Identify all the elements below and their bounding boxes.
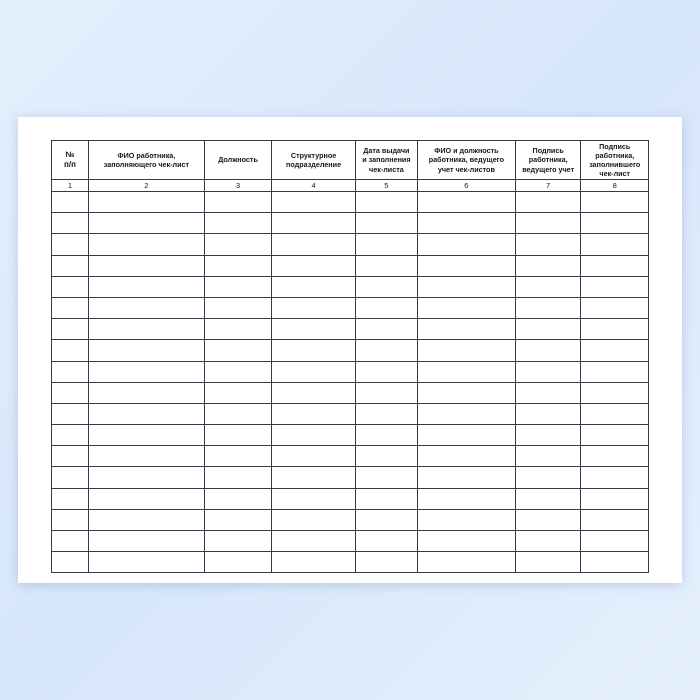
table-row[interactable] xyxy=(52,446,649,467)
table-cell[interactable] xyxy=(417,467,515,488)
journal-table xyxy=(51,140,649,573)
table-cell[interactable] xyxy=(581,361,649,382)
table-cell[interactable] xyxy=(89,531,205,552)
table-cell[interactable] xyxy=(89,488,205,509)
table-cell[interactable] xyxy=(355,340,417,361)
table-cell[interactable] xyxy=(581,488,649,509)
table-cell[interactable] xyxy=(204,509,271,530)
table-cell[interactable] xyxy=(581,297,649,318)
table-cell[interactable] xyxy=(52,467,89,488)
table-cell[interactable] xyxy=(272,276,356,297)
table-row[interactable] xyxy=(52,255,649,276)
table-cell[interactable] xyxy=(89,234,205,255)
table-row[interactable] xyxy=(52,531,649,552)
table-cell[interactable] xyxy=(355,446,417,467)
table-cell[interactable] xyxy=(204,297,271,318)
table-cell[interactable] xyxy=(272,213,356,234)
table-cell[interactable] xyxy=(89,255,205,276)
table-row[interactable] xyxy=(52,403,649,424)
table-cell[interactable] xyxy=(89,425,205,446)
table-cell[interactable] xyxy=(52,192,89,213)
table-cell[interactable] xyxy=(417,319,515,340)
table-cell[interactable] xyxy=(204,531,271,552)
table-row[interactable] xyxy=(52,425,649,446)
table-cell[interactable] xyxy=(355,192,417,213)
table-cell[interactable] xyxy=(204,467,271,488)
table-cell[interactable] xyxy=(515,488,581,509)
table-cell[interactable] xyxy=(515,361,581,382)
table-body xyxy=(52,180,649,192)
table-cell[interactable] xyxy=(52,319,89,340)
table-cell[interactable] xyxy=(515,276,581,297)
table-cell[interactable] xyxy=(417,509,515,530)
table-cell[interactable] xyxy=(515,425,581,446)
table-cell[interactable] xyxy=(581,403,649,424)
table-cell[interactable] xyxy=(204,192,271,213)
table-cell[interactable] xyxy=(89,319,205,340)
table-cell[interactable] xyxy=(417,192,515,213)
table-cell[interactable] xyxy=(52,509,89,530)
table-cell[interactable] xyxy=(515,234,581,255)
table-cell[interactable] xyxy=(204,255,271,276)
table-cell[interactable] xyxy=(581,467,649,488)
table-cell[interactable] xyxy=(417,255,515,276)
column-number-cell: 3 xyxy=(204,180,271,192)
column-number-cell: 2 xyxy=(89,180,205,192)
table-row[interactable] xyxy=(52,192,649,213)
header-line: чек-лист xyxy=(599,169,631,179)
table-data-rows xyxy=(52,192,649,573)
table-cell[interactable] xyxy=(581,552,649,573)
table-cell[interactable] xyxy=(52,382,89,403)
column-number-row xyxy=(52,180,649,192)
column-number-cell: 6 xyxy=(417,180,515,192)
table-cell[interactable] xyxy=(204,319,271,340)
header-line: чек-листа xyxy=(369,164,404,174)
table-row[interactable] xyxy=(52,340,649,361)
header-line: п/п xyxy=(64,160,76,169)
table-cell[interactable] xyxy=(204,488,271,509)
table-cell[interactable] xyxy=(355,319,417,340)
table-cell[interactable] xyxy=(417,488,515,509)
table-cell[interactable] xyxy=(89,297,205,318)
table-row[interactable] xyxy=(52,213,649,234)
table-cell[interactable] xyxy=(89,552,205,573)
header-cell-position xyxy=(204,141,271,180)
table-cell[interactable] xyxy=(417,234,515,255)
table-row[interactable] xyxy=(52,361,649,382)
table-cell[interactable] xyxy=(417,297,515,318)
table-cell[interactable] xyxy=(204,446,271,467)
table-cell[interactable] xyxy=(89,276,205,297)
table-cell[interactable] xyxy=(272,425,356,446)
table-cell[interactable] xyxy=(272,467,356,488)
table-area xyxy=(51,140,649,557)
table-cell[interactable] xyxy=(355,361,417,382)
table-cell[interactable] xyxy=(204,340,271,361)
table-cell[interactable] xyxy=(52,446,89,467)
table-cell[interactable] xyxy=(272,255,356,276)
table-cell[interactable] xyxy=(355,403,417,424)
table-row[interactable] xyxy=(52,297,649,318)
header-line: заполнившего xyxy=(589,160,641,169)
header-row xyxy=(52,141,649,180)
table-cell[interactable] xyxy=(581,446,649,467)
table-cell[interactable] xyxy=(355,488,417,509)
header-cell-date xyxy=(355,141,417,180)
table-cell[interactable] xyxy=(355,255,417,276)
table-cell[interactable] xyxy=(204,276,271,297)
header-line: Подпись xyxy=(532,146,564,156)
table-cell[interactable] xyxy=(272,382,356,403)
table-cell[interactable] xyxy=(515,403,581,424)
header-cell-employee-name xyxy=(89,141,205,180)
table-cell[interactable] xyxy=(89,340,205,361)
table-cell[interactable] xyxy=(89,467,205,488)
header-line: работника, xyxy=(528,155,568,165)
table-cell[interactable] xyxy=(52,361,89,382)
table-cell[interactable] xyxy=(417,425,515,446)
header-line: ФИО работника, xyxy=(117,150,176,160)
table-cell[interactable] xyxy=(52,531,89,552)
table-cell[interactable] xyxy=(272,319,356,340)
table-cell[interactable] xyxy=(355,234,417,255)
column-number-cell: 4 xyxy=(272,180,356,192)
header-line: подразделение xyxy=(286,160,342,169)
table-cell[interactable] xyxy=(581,425,649,446)
table-cell[interactable] xyxy=(581,213,649,234)
table-cell[interactable] xyxy=(515,340,581,361)
table-cell[interactable] xyxy=(417,446,515,467)
table-cell[interactable] xyxy=(515,213,581,234)
table-cell[interactable] xyxy=(52,488,89,509)
table-cell[interactable] xyxy=(417,276,515,297)
header-cell-department xyxy=(272,141,356,180)
table-cell[interactable] xyxy=(52,255,89,276)
table-cell[interactable] xyxy=(355,213,417,234)
header-line: ведущего учет xyxy=(522,164,575,174)
table-cell[interactable] xyxy=(89,382,205,403)
table-cell[interactable] xyxy=(52,552,89,573)
table-cell[interactable] xyxy=(581,255,649,276)
table-cell[interactable] xyxy=(417,552,515,573)
table-cell[interactable] xyxy=(515,382,581,403)
table-cell[interactable] xyxy=(204,403,271,424)
table-row[interactable] xyxy=(52,234,649,255)
header-cell-employee-signature xyxy=(581,141,649,180)
header-line: Структурное xyxy=(290,150,337,160)
table-cell[interactable] xyxy=(515,467,581,488)
table-cell[interactable] xyxy=(204,361,271,382)
table-cell[interactable] xyxy=(515,319,581,340)
header-line: и заполнения xyxy=(362,155,411,165)
table-cell[interactable] xyxy=(355,276,417,297)
table-cell[interactable] xyxy=(272,446,356,467)
table-cell[interactable] xyxy=(581,509,649,530)
header-line: заполняющего чек-лист xyxy=(103,160,190,169)
table-row[interactable] xyxy=(52,382,649,403)
table-cell[interactable] xyxy=(581,319,649,340)
column-number-cell: 5 xyxy=(355,180,417,192)
table-cell[interactable] xyxy=(52,234,89,255)
table-cell[interactable] xyxy=(52,297,89,318)
table-cell[interactable] xyxy=(204,425,271,446)
header-cell-registrar-name xyxy=(417,141,515,180)
table-cell[interactable] xyxy=(272,234,356,255)
table-cell[interactable] xyxy=(515,192,581,213)
header-cell-number xyxy=(52,141,89,180)
table-cell[interactable] xyxy=(515,509,581,530)
table-cell[interactable] xyxy=(89,446,205,467)
table-cell[interactable] xyxy=(272,340,356,361)
table-cell[interactable] xyxy=(204,382,271,403)
paper-sheet xyxy=(18,117,682,583)
table-cell[interactable] xyxy=(581,340,649,361)
table-cell[interactable] xyxy=(204,234,271,255)
column-number-cell: 1 xyxy=(52,180,89,192)
table-cell[interactable] xyxy=(515,552,581,573)
table-cell[interactable] xyxy=(355,297,417,318)
table-cell[interactable] xyxy=(355,531,417,552)
table-cell[interactable] xyxy=(89,361,205,382)
header-line: учет чек-листов xyxy=(437,164,495,174)
column-number-cell: 8 xyxy=(581,180,649,192)
table-cell[interactable] xyxy=(272,403,356,424)
table-cell[interactable] xyxy=(272,552,356,573)
table-cell[interactable] xyxy=(89,192,205,213)
table-cell[interactable] xyxy=(272,297,356,318)
table-cell[interactable] xyxy=(204,213,271,234)
table-cell[interactable] xyxy=(355,382,417,403)
header-line: ФИО и должность xyxy=(434,146,499,156)
column-number-cell: 7 xyxy=(515,180,581,192)
table-cell[interactable] xyxy=(204,552,271,573)
table-cell[interactable] xyxy=(355,552,417,573)
table-cell[interactable] xyxy=(89,213,205,234)
table-cell[interactable] xyxy=(581,382,649,403)
table-header xyxy=(52,141,649,180)
table-cell[interactable] xyxy=(355,467,417,488)
table-cell[interactable] xyxy=(581,276,649,297)
table-cell[interactable] xyxy=(417,403,515,424)
table-cell[interactable] xyxy=(515,531,581,552)
header-line: работника, ведущего xyxy=(428,155,504,165)
table-cell[interactable] xyxy=(417,361,515,382)
table-cell[interactable] xyxy=(515,297,581,318)
table-cell[interactable] xyxy=(581,531,649,552)
table-cell[interactable] xyxy=(89,403,205,424)
header-line: № xyxy=(65,149,75,159)
table-row[interactable] xyxy=(52,488,649,509)
table-row[interactable] xyxy=(52,509,649,530)
header-line: Должность xyxy=(218,155,258,165)
table-cell[interactable] xyxy=(417,531,515,552)
table-row[interactable] xyxy=(52,276,649,297)
table-cell[interactable] xyxy=(272,509,356,530)
header-line: работника, xyxy=(595,150,635,160)
table-cell[interactable] xyxy=(581,234,649,255)
table-cell[interactable] xyxy=(417,213,515,234)
table-row[interactable] xyxy=(52,319,649,340)
table-cell[interactable] xyxy=(52,403,89,424)
table-cell[interactable] xyxy=(515,255,581,276)
table-cell[interactable] xyxy=(52,276,89,297)
table-cell[interactable] xyxy=(417,340,515,361)
header-line: Дата выдачи xyxy=(363,146,410,156)
table-cell[interactable] xyxy=(515,446,581,467)
table-cell[interactable] xyxy=(272,488,356,509)
table-cell[interactable] xyxy=(52,213,89,234)
table-cell[interactable] xyxy=(89,509,205,530)
table-cell[interactable] xyxy=(52,340,89,361)
header-line: Подпись xyxy=(599,141,631,151)
table-cell[interactable] xyxy=(355,425,417,446)
table-row[interactable] xyxy=(52,552,649,573)
table-cell[interactable] xyxy=(272,192,356,213)
table-row[interactable] xyxy=(52,467,649,488)
table-cell[interactable] xyxy=(355,509,417,530)
table-cell[interactable] xyxy=(272,531,356,552)
table-cell[interactable] xyxy=(581,192,649,213)
header-cell-registrar-signature xyxy=(515,141,581,180)
table-cell[interactable] xyxy=(417,382,515,403)
table-cell[interactable] xyxy=(272,361,356,382)
table-cell[interactable] xyxy=(52,425,89,446)
